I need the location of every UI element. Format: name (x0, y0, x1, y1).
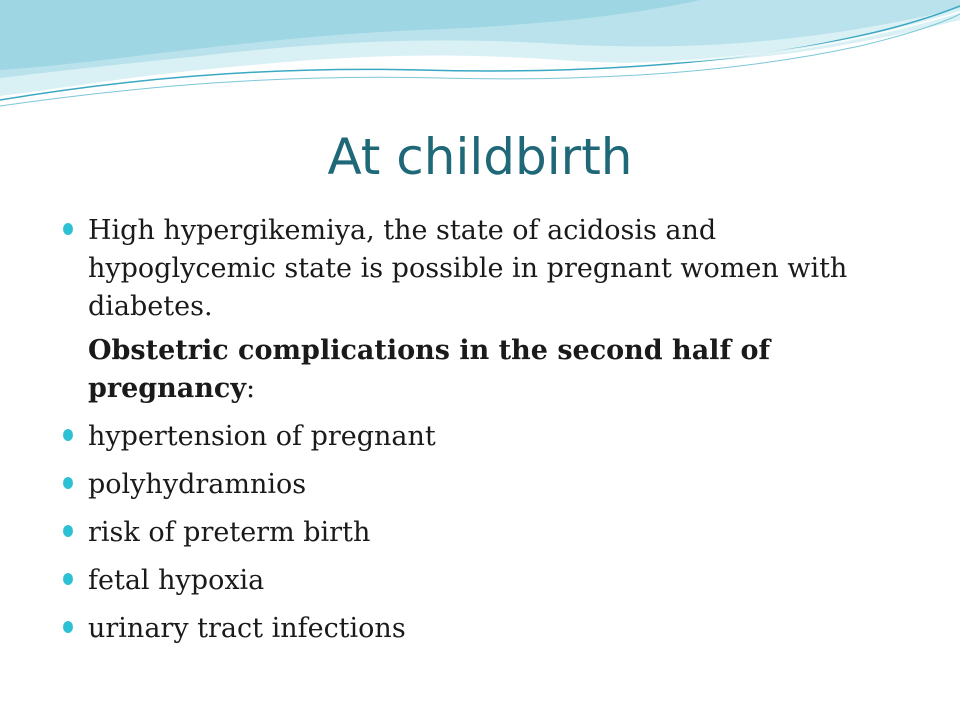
list-item: risk of preterm birth (0, 514, 848, 552)
complications-subheading-colon: : (246, 373, 256, 404)
list-item: urinary tract infections (0, 610, 848, 648)
list-item: polyhydramnios (0, 466, 848, 504)
list-item: fetal hypoxia (0, 562, 848, 600)
slide-title: At childbirth (327, 128, 633, 186)
complications-subheading-text: Obstetric complications in the second half of pregnancy (88, 335, 771, 404)
intro-paragraph: High hypergikemiya, the state of acidosis and hypoglycemic state is possible in pregnant women with diabetes. (0, 212, 848, 326)
slide-content (0, 212, 960, 658)
header-wave-decoration (0, 0, 960, 120)
complications-subheading (0, 332, 848, 408)
list-item: hypertension of pregnant (0, 418, 848, 456)
